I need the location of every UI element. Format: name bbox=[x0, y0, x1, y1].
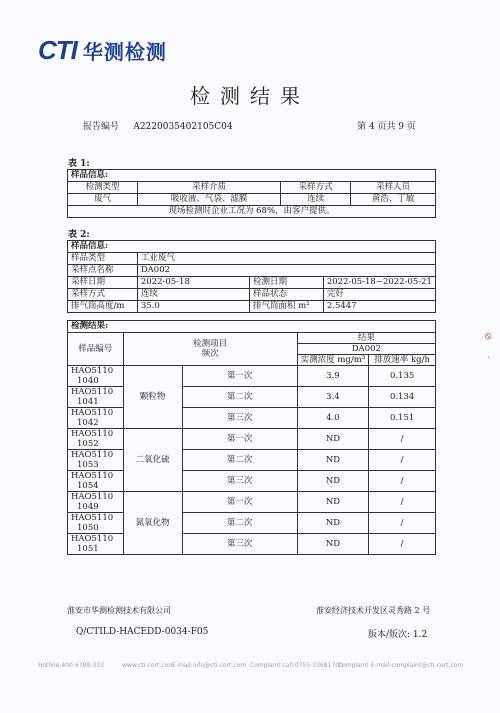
concentration-cell: ND bbox=[297, 534, 369, 555]
table-row bbox=[68, 513, 436, 534]
sample-id-cell bbox=[68, 471, 124, 492]
sample-id-cell bbox=[68, 450, 124, 471]
header-frequency: 频次 bbox=[201, 349, 219, 359]
table2-value: DA002 bbox=[137, 265, 435, 277]
concentration-cell: 4.0 bbox=[297, 408, 369, 429]
seal-stamp: ⊘ · bbox=[482, 332, 493, 365]
frequency-cell: 第一次 bbox=[182, 366, 297, 387]
header-item: 检测项目 bbox=[193, 339, 228, 349]
concentration-cell: 3.4 bbox=[297, 387, 369, 408]
sample-id-suffix: 1052 bbox=[77, 439, 99, 449]
sample-id-suffix: 1049 bbox=[77, 502, 99, 512]
table2-key: 采样日期 bbox=[68, 277, 138, 289]
emission-rate-cell: 0.151 bbox=[369, 408, 436, 429]
table-row bbox=[68, 366, 436, 387]
emission-rate-cell: 0.134 bbox=[369, 387, 436, 408]
sample-id-suffix: 1050 bbox=[77, 523, 99, 533]
sample-id-prefix: HAO5110 bbox=[71, 366, 114, 376]
sample-id-prefix: HAO5110 bbox=[71, 492, 114, 502]
table1-cell: 吸收液、气袋、滤膜 bbox=[138, 194, 281, 206]
table2-label: 表 2: bbox=[68, 230, 90, 240]
report-number-label: 报告编号 bbox=[83, 122, 120, 132]
table2-key: 样品类型 bbox=[68, 253, 138, 265]
company-logo bbox=[38, 34, 167, 65]
emission-rate-cell: / bbox=[369, 471, 436, 492]
emission-rate-cell: / bbox=[369, 429, 436, 450]
concentration-cell: ND bbox=[297, 513, 369, 534]
table2-value: 35.0 bbox=[137, 301, 249, 313]
results-section: 检测结果: bbox=[68, 321, 436, 333]
table1-note: 现场检测时企业工况为 68%，由客户提供。 bbox=[68, 206, 436, 218]
table2-value: 连续 bbox=[137, 289, 249, 301]
emission-rate-cell: / bbox=[369, 450, 436, 471]
sample-id-prefix: HAO5110 bbox=[71, 513, 114, 523]
table-row bbox=[68, 429, 436, 450]
sample-id-prefix: HAO5110 bbox=[71, 471, 114, 481]
document-version: 版本/版次: 1.2 bbox=[368, 630, 428, 640]
test-item-cell: 氮氧化物 bbox=[123, 492, 182, 555]
sample-id-cell bbox=[68, 408, 124, 429]
results-table bbox=[67, 320, 436, 555]
table1-cell: 连续 bbox=[281, 194, 351, 206]
table1-header: 采样方式 bbox=[281, 182, 351, 194]
email: E-mail:info@cti-cert.com bbox=[172, 662, 247, 669]
footer-company: 淮安市华测检测技术有限公司 bbox=[67, 606, 171, 615]
emission-rate-cell: / bbox=[369, 534, 436, 555]
sample-id-prefix: HAO5110 bbox=[71, 450, 114, 460]
website: www.cti-cert.com bbox=[122, 662, 175, 669]
sample-id-cell bbox=[68, 534, 124, 555]
logo-cti: CTI bbox=[38, 34, 77, 65]
table1-header: 检测类型 bbox=[68, 182, 138, 194]
test-item-cell: 二氧化硫 bbox=[123, 429, 182, 492]
table1-cell: 黄浩、丁敏 bbox=[351, 194, 436, 206]
table2-key: 采样点名称 bbox=[68, 265, 138, 277]
sample-id-suffix: 1053 bbox=[77, 460, 99, 470]
sample-id-prefix: HAO5110 bbox=[71, 408, 114, 418]
sample-id-suffix: 1040 bbox=[77, 376, 99, 386]
table1-cell: 废气 bbox=[68, 194, 138, 206]
sample-id-suffix: 1051 bbox=[77, 544, 99, 554]
header-point: DA002 bbox=[297, 344, 435, 355]
concentration-cell: ND bbox=[297, 450, 369, 471]
frequency-cell: 第三次 bbox=[182, 534, 297, 555]
header-result: 结果 bbox=[297, 333, 435, 344]
table2-key: 排气筒面积 m² bbox=[249, 301, 323, 313]
report-number bbox=[83, 119, 233, 132]
sample-info-table-2 bbox=[67, 240, 436, 313]
header-concentration: 实测浓度 mg/m³ bbox=[297, 355, 369, 366]
sample-id-prefix: HAO5110 bbox=[71, 534, 114, 544]
table2-value: 完好 bbox=[323, 289, 435, 301]
table-row bbox=[68, 492, 436, 513]
header-sample-number: 样品编号 bbox=[68, 333, 124, 366]
concentration-cell: ND bbox=[297, 429, 369, 450]
sample-id-cell bbox=[68, 429, 124, 450]
frequency-cell: 第二次 bbox=[182, 450, 297, 471]
sample-id-suffix: 1041 bbox=[77, 397, 99, 407]
table-row bbox=[68, 534, 436, 555]
table2-key: 排气筒高度/m bbox=[68, 301, 138, 313]
frequency-cell: 第三次 bbox=[182, 471, 297, 492]
logo-chinese-name: 华测检测 bbox=[82, 39, 167, 64]
emission-rate-cell: / bbox=[369, 492, 436, 513]
table-row bbox=[68, 408, 436, 429]
table2-key: 采样方式 bbox=[68, 289, 138, 301]
table2-value: 工业废气 bbox=[137, 253, 435, 265]
sample-id-cell bbox=[68, 366, 124, 387]
sample-info-table-1 bbox=[67, 169, 436, 218]
header-rate: 排放速率 kg/h bbox=[369, 355, 436, 366]
table1-header: 采样人员 bbox=[351, 182, 436, 194]
table2-value: 2022-05-18 bbox=[137, 277, 249, 289]
sample-id-cell bbox=[68, 492, 124, 513]
table2-section: 样品信息: bbox=[68, 241, 436, 253]
page-indicator: 第 4 页共 9 页 bbox=[357, 122, 416, 132]
page-title: 检测结果 bbox=[190, 84, 310, 108]
table-row bbox=[68, 387, 436, 408]
emission-rate-cell: / bbox=[369, 513, 436, 534]
document-code: Q/CTILD-HACEDD-0034-F05 bbox=[76, 627, 209, 637]
report-number-value: A2220035402105C04 bbox=[133, 122, 233, 132]
concentration-cell: ND bbox=[297, 471, 369, 492]
table2-value: 2.5447 bbox=[323, 301, 435, 313]
sample-id-suffix: 1042 bbox=[77, 418, 99, 428]
sample-id-prefix: HAO5110 bbox=[71, 429, 114, 439]
table1-label: 表 1: bbox=[68, 159, 90, 169]
table-row bbox=[68, 471, 436, 492]
frequency-cell: 第一次 bbox=[182, 492, 297, 513]
table2-key: 检测日期 bbox=[249, 277, 323, 289]
sample-id-cell bbox=[68, 513, 124, 534]
emission-rate-cell: 0.135 bbox=[369, 366, 436, 387]
table2-value: 2022-05-18~2022-05-21 bbox=[323, 277, 435, 289]
complaint-call: Complaint call:0755-33681700 bbox=[250, 662, 343, 669]
sample-id-cell bbox=[68, 387, 124, 408]
complaint-email: Complaint E-mail:complaint@cti-cert.com bbox=[338, 662, 464, 669]
frequency-cell: 第二次 bbox=[182, 387, 297, 408]
test-item-cell: 颗粒物 bbox=[123, 366, 182, 429]
sample-id-prefix: HAO5110 bbox=[71, 387, 114, 397]
table1-header: 采样介质 bbox=[138, 182, 281, 194]
header-item-frequency bbox=[123, 333, 297, 366]
hotline: Hotline:400-6788-333 bbox=[38, 662, 104, 669]
frequency-cell: 第一次 bbox=[182, 429, 297, 450]
concentration-cell: ND bbox=[297, 492, 369, 513]
table-row bbox=[68, 450, 436, 471]
frequency-cell: 第二次 bbox=[182, 513, 297, 534]
table1-section: 样品信息: bbox=[68, 170, 436, 182]
concentration-cell: 3.9 bbox=[297, 366, 369, 387]
frequency-cell: 第三次 bbox=[182, 408, 297, 429]
table2-key: 样品状态 bbox=[249, 289, 323, 301]
footer-address: 淮安经济技术开发区灵秀路 2 号 bbox=[316, 606, 431, 615]
sample-id-suffix: 1054 bbox=[77, 481, 99, 491]
